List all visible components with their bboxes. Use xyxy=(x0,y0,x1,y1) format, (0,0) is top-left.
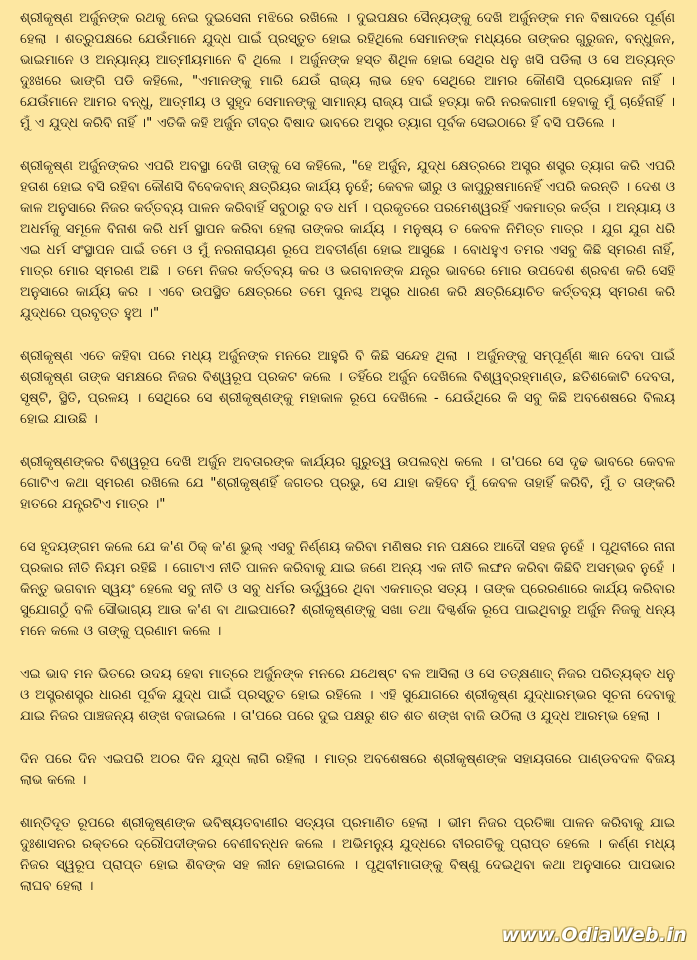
site-watermark: www.OdiaWeb.in xyxy=(501,924,687,946)
paragraph-8: ଶାନ୍ତିଦୂତ ରୂପରେ ଶ୍ରୀକୃଷ୍ଣଙ୍କ ଭବିଷ୍ୟତବାଣୀର ସତ୍ୟତା ପ୍ରମାଣିତ ହେଲା । ଭୀମ ନିଜର ପ୍ରତିଜ୍ଞା ପାଳନ କରିବାକୁ ଯାଇ ଦୁଃଶାସନର ରକ୍ତରେ ଦ୍ରୌପଦୀଙ୍କର ବେଣୀବନ୍ଧନ କଲେ । ଅଭିମନ୍ୟୁ ଯୁଦ୍ଧରେ ବୀରଗତିକୁ ପ୍ରାପ୍ତ ହେଲେ । କର୍ଣ୍ଣ ମଧ୍ୟ ନିଜର ସ୍ୱରୂପ ପ୍ରାପ୍ତ ହୋଇ ଶିବଙ୍କ ସହ ଲୀନ ହୋଇଗଲେ । ପୃଥିବୀମାତାଙ୍କୁ ବିଷ୍ଣୁ ଦେଇଥିବା କଥା ଅନୁସାରେ ପାପଭାର ଲାଘବ ହେଲା । xyxy=(20,816,675,894)
paragraph-3: ଶ୍ରୀକୃଷ୍ଣ ଏତେ କହିବା ପରେ ମଧ୍ୟ ଅର୍ଜୁନଙ୍କ ମନରେ ଆହୁରି ବି କିଛି ସନ୍ଦେହ ଥିଲା । ଅର୍ଜୁନଙ୍କୁ ସମ୍ପୂର୍ଣ୍ଣ ଜ୍ଞାନ ଦେବା ପାଇଁ ଶ୍ରୀକୃଷ୍ଣ ତାଙ୍କ ସମକ୍ଷରେ ନିଜର ବିଶ୍ୱରୂପ ପ୍ରକଟ କଲେ । ତହିଁରେ ଅର୍ଜୁନ ଦେଖିଲେ ବିଶ୍ୱବ୍ରହ୍ମାଣ୍ଡ, ଛତିଶକୋଟି ଦେବତା, ସୃଷ୍ଟି, ସ୍ଥିତି, ପ୍ରଳୟ । ସେଥିରେ ସେ ଶ୍ରୀକୃଷ୍ଣଙ୍କୁ ମହାକାଳ ରୂପେ ଦେଖିଲେ - ଯେଉଁଥିରେ କି ସବୁ କିଛି ଅବଶେଷରେ ବିଲୟ ହୋଇ ଯାଉଛି । xyxy=(20,349,675,427)
paragraph-4: ଶ୍ରୀକୃଷ୍ଣଙ୍କର ବିଶ୍ୱରୂପ ଦେଖି ଅର୍ଜୁନ ଅବତାରଙ୍କ କାର୍ଯ୍ୟର ଗୁରୁତ୍ୱ ଉପଲବ୍ଧ କଲେ । ତା'ପରେ ସେ ଦୃଢ ଭାବରେ କେବଳ ଗୋଟିଏ କଥା ସ୍ମରଣ ରଖିଲେ ଯେ "ଶ୍ରୀକୃଷ୍ଣହିଁ ଜଗତର ପ୍ରଭୁ, ସେ ଯାହା କହିବେ ମୁଁ କେବଳ ତାହାହିଁ କରିବି, ମୁଁ ତ ତାଙ୍କରି ହାତରେ ଯନ୍ତ୍ରଟିଏ ମାତ୍ର ।" xyxy=(20,455,675,512)
paragraph-2: ଶ୍ରୀକୃଷ୍ଣ ଅର୍ଜୁନଙ୍କର ଏପରି ଅବସ୍ଥା ଦେଖି ତାଙ୍କୁ ସେ କହିଲେ, "ହେ ଅର୍ଜୁନ, ଯୁଦ୍ଧ କ୍ଷେତ୍ରରେ ଅସ୍ତ୍ର ଶସ୍ତ୍ର ତ୍ୟାଗ କରି ଏପରି ହତାଶ ହୋଇ ବସି ରହିବା କୌଣସି ବିବେକବାନ୍ କ୍ଷତ୍ରିୟର କାର୍ଯ୍ୟ ନୁହେଁ; କେବଳ ଭୀରୁ ଓ କାପୁରୁଷମାନେହିଁ ଏପରି କରନ୍ତି । ଦେଶ ଓ କାଳ ଅନୁସାରେ ନିଜର କର୍ତ୍ତବ୍ୟ ପାଳନ କରିବାହିଁ ସବୁଠାରୁ ବଡ ଧର୍ମ । ପ୍ରକୃତରେ ପରମେଶ୍ୱରହିଁ ଏକମାତ୍ର କର୍ତ୍ତା । ଅନ୍ୟାୟ ଓ ଅଧର୍ମକୁ ସମୂଳେ ବିନାଶ କରି ଧର୍ମ ସ୍ଥାପନ କରିବା ହେଲା ତାଙ୍କର କାର୍ଯ୍ୟ । ମନୁଷ୍ୟ ତ କେବଳ ନିମିତ୍ତ ମାତ୍ର । ଯୁଗ ଯୁଗ ଧରି ଏଇ ଧର୍ମ ସଂସ୍ଥାପନ ପାଇଁ ତମେ ଓ ମୁଁ ନରନାରାୟଣ ରୂପେ ଅବତୀର୍ଣ୍ଣ ହୋଇ ଆସୁଛେ । ବୋଧହୁଏ ତମର ଏସବୁ କିଛି ସ୍ମରଣ ନାହିଁ, ମାତ୍ର ମୋର ସ୍ମରଣ ଅଛି । ତମେ ନିଜର କର୍ତ୍ତବ୍ୟ କର ଓ ଭଗବାନଙ୍କ ଯନ୍ତ୍ର ଭାବରେ ମୋର ଉପଦେଶ ଶ୍ରବଣ କରି ସେହି ଅନୁସାରେ କାର୍ଯ୍ୟ କର । ଏବେ ଉପସ୍ଥିତ କ୍ଷେତ୍ରରେ ତମେ ପୁନଶ୍ଚ ଅସ୍ତ୍ର ଧାରଣ କରି କ୍ଷତ୍ରିୟୋଚିତ କର୍ତ୍ତବ୍ୟ ସ୍ମରଣ କରି ଯୁଦ୍ଧରେ ପ୍ରବୃତ୍ତ ହୁଅ ।" xyxy=(20,159,675,321)
paragraph-7: ଦିନ ପରେ ଦିନ ଏଇପରି ଅଠର ଦିନ ଯୁଦ୍ଧ ଲାଗି ରହିଲା । ମାତ୍ର ଅବଶେଷରେ ଶ୍ରୀକୃଷ୍ଣଙ୍କ ସହାୟତାରେ ପାଣ୍ଡବଦଳ ବିଜୟ ଲାଭ କଲେ । xyxy=(20,752,675,788)
paragraph-6: ଏଇ ଭାବ ମନ ଭିତରେ ଉଦୟ ହେବା ମାତ୍ରେ ଅର୍ଜୁନଙ୍କ ମନରେ ଯଥେଷ୍ଟ ବଳ ଆସିଲା ଓ ସେ ତତ୍କ୍ଷଣାତ୍ ନିଜର ପରିତ୍ୟକ୍ତ ଧନୁ ଓ ଅସ୍ତ୍ରଶସ୍ତ୍ର ଧାରଣ ପୂର୍ବକ ଯୁଦ୍ଧ ପାଇଁ ପ୍ରସ୍ତୁତ ହୋଇ ରହିଲେ । ଏହି ସୁଯୋଗରେ ଶ୍ରୀକୃଷ୍ଣ ଯୁଦ୍ଧାରମ୍ଭର ସୂଚନା ଦେବାକୁ ଯାଇ ନିଜର ପାଞ୍ଚଜନ୍ୟ ଶଙ୍ଖ ବଜାଇଲେ । ତା'ପରେ ପରେ ଦୁଇ ପକ୍ଷରୁ ଶତ ଶତ ଶଙ୍ଖ ବାଜି ଉଠିଲା ଓ ଯୁଦ୍ଧ ଆରମ୍ଭ ହେଲା । xyxy=(20,667,675,724)
paragraph-5: ସେ ହୃଦୟଙ୍ଗମ କଲେ ଯେ କ'ଣ ଠିକ୍ କ'ଣ ଭୁଲ୍ ଏସବୁ ନିର୍ଣ୍ଣୟ କରିବା ମଣିଷର ମନ ପକ୍ଷରେ ଆଦୌ ସହଜ ନୁହେଁ । ପୃଥିବୀରେ ନାନା ପ୍ରକାର ନୀତି ନିୟମ ରହିଛି । ଗୋଟାଏ ନୀତି ପାଳନ କରିବାକୁ ଯାଇ ଜଣେ ଅନ୍ୟ ଏକ ନୀତି ଲଙ୍ଘନ କରିବା କିଛିବି ଅସମ୍ଭବ ନୁହେଁ । କିନ୍ତୁ ଭଗବାନ ସ୍ୱୟଂ ହେଲେ ସବୁ ନୀତି ଓ ସବୁ ଧର୍ମର ଊର୍ଦ୍ଧ୍ୱରେ ଥିବା ଏକମାତ୍ର ସତ୍ୟ । ତାଙ୍କ ପ୍ରେରଣାରେ କାର୍ଯ୍ୟ କରିବାର ସୁଯୋଗଠୁଁ ବଳି ସୌଭାଗ୍ୟ ଆଉ କ'ଣ ବା ଥାଇପାରେ? ଶ୍ରୀକୃଷ୍ଣଙ୍କୁ ସଖା ତଥା ଦିଗ୍ଦର୍ଶକ ରୂପେ ପାଇଥିବାରୁ ଅର୍ଜୁନ ନିଜକୁ ଧନ୍ୟ ମନେ କଲେ ଓ ତାଙ୍କୁ ପ୍ରଣାମ କଲେ । xyxy=(20,540,675,639)
paragraph-1: ଶ୍ରୀକୃଷ୍ଣ ଅର୍ଜୁନଙ୍କ ରଥକୁ ନେଇ ଦୁଇସେନା ମଝିରେ ରଖିଲେ । ଦୁଇପକ୍ଷର ସୈନ୍ୟଙ୍କୁ ଦେଖି ଅର୍ଜୁନଙ୍କ ମନ ବିଷାଦରେ ପୂର୍ଣ୍ଣ ହେଲା । ଶତ୍ରୁପକ୍ଷରେ ଯେଉଁମାନେ ଯୁଦ୍ଧ ପାଇଁ ପ୍ରସ୍ତୁତ ହୋଇ ରହିଥିଲେ ସେମାନଙ୍କ ମଧ୍ୟରେ ତାଙ୍କର ଗୁରୁଜନ, ବନ୍ଧୁଜନ, ଭାଇମାନେ ଓ ଅନ୍ୟାନ୍ୟ ଆତ୍ମୀୟମାନେ ବି ଥିଲେ । ଅର୍ଜୁନଙ୍କ ହସ୍ତ ଶିଥିଳ ହୋଇ ସେଥିର ଧନୁ ଖସି ପଡିଲା ଓ ସେ ଅତ୍ୟନ୍ତ ଦୁଃଖରେ ଭାଙ୍ଗି ପଡି କହିଲେ, "ଏମାନଙ୍କୁ ମାରି ଯେଉଁ ରାଜ୍ୟ ଲାଭ ହେବ ସେଥିରେ ଆମର କୌଣସି ପ୍ରୟୋଜନ ନାହିଁ । ଯେଉଁମାନେ ଆମର ବନ୍ଧୁ, ଆତ୍ମୀୟ ଓ ସୁହୃଦ ସେମାନଙ୍କୁ ସାମାନ୍ୟ ରାଜ୍ୟ ପାଇଁ ହତ୍ୟା କରି ନରକଗାମୀ ହେବାକୁ ମୁଁ ଚାହେଁନାହିଁ । ମୁଁ ଏ ଯୁଦ୍ଧ କରିବି ନାହିଁ ।" ଏତିକି କହି ଅର୍ଜୁନ ତୀବ୍ର ବିଷାଦ ଭାବରେ ଅସ୍ତ୍ର ତ୍ୟାଗ ପୂର୍ବକ ସେଇଠାରେ ହିଁ ବସି ପଡିଲେ । xyxy=(20,11,675,131)
